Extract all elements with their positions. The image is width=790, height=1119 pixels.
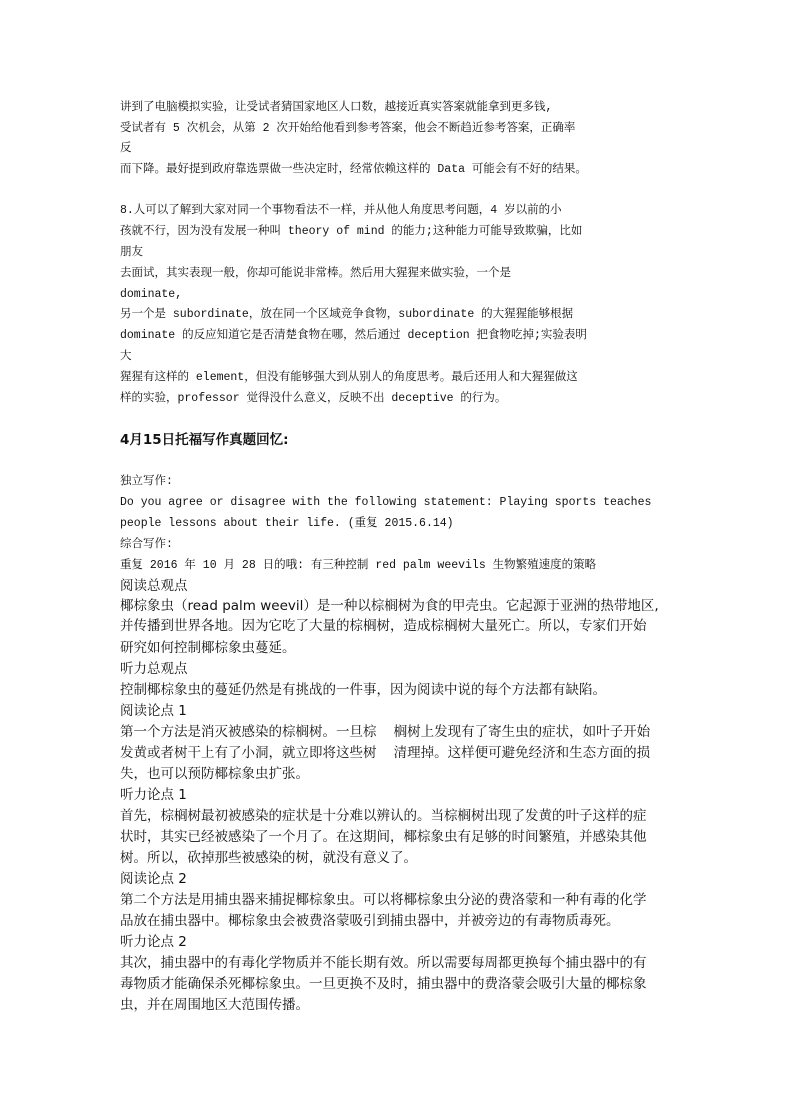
text-line: 听力论点 2 (120, 934, 187, 950)
text-line: dominate 的反应知道它是否清楚食物在哪，然后通过 deception 把食物吃掉;实验表明 (120, 329, 587, 342)
text-line: 第二个方法是用捕虫器来捕捉椰棕象虫。可以将椰棕象虫分泌的费洛蒙和一种有毒的化学 (120, 892, 647, 908)
text-line: 8.人可以了解到大家对同一个事物看法不一样，并从他人角度思考问题，4 岁以前的小 (120, 204, 562, 217)
text-line: 树。所以，砍掉那些被感染的树，就没有意义了。 (120, 850, 417, 866)
text-line: 阅读论点 1 (120, 703, 187, 719)
text-line: 反 (120, 142, 132, 155)
text-line: dominate, (120, 288, 183, 301)
text-line: 猩猩有这样的 element，但没有能够强大到从别人的角度思考。最后还用人和大猩猩做这 (120, 371, 578, 384)
text-line: 研究如何控制椰棕象虫蔓延。 (120, 640, 296, 656)
text-line: 状时，其实已经被感染了一个月了。在这期间，椰棕象虫有足够的时间繁殖，并感染其他 (120, 829, 647, 845)
text-line: 受试者有 5 次机会，从第 2 次开始给他看到参考答案，他会不断趋近参考答案，正确率 (120, 122, 576, 135)
text-line: 去面试，其实表现一般，你却可能说非常棒。然后用大猩猩来做实验，一个是 (120, 267, 511, 280)
text-line: 发黄或者树干上有了小洞，就立即将这些树 清理掉。这样便可避免经济和生态方面的损 (120, 745, 651, 761)
text-line: 首先，棕榈树最初被感染的症状是十分难以辨认的。当棕榈树出现了发黄的叶子这样的症 (120, 808, 647, 824)
text-line: 另一个是 subordinate，放在同一个区域竞争食物，subordinate 的大猩猩能够根据 (120, 308, 574, 321)
text-line: 重复 2016 年 10 月 28 日的哦: 有三种控制 red palm weevils 生物繁殖速度的策略 (120, 559, 597, 572)
text-line: 虫，并在周围地区大范围传播。 (120, 997, 309, 1013)
text-line: 听力总观点 (120, 661, 188, 677)
text-line: 综合写作: (120, 538, 173, 551)
text-line: 听力论点 1 (120, 787, 187, 803)
text-line: 毒物质才能确保杀死椰棕象虫。一旦更换不及时，捕虫器中的费洛蒙会吸引大量的椰棕象 (120, 976, 647, 992)
text-line: 而下降。最好提到政府靠选票做一些决定时，经常依赖这样的 Data 可能会有不好的结果。 (120, 163, 587, 176)
text-line: Do you agree or disagree with the following statement: Playing sports teaches (120, 496, 652, 509)
text-line: 讲到了电脑模拟实验，让受试者猜国家地区人口数，越接近真实答案就能拿到更多钱, (120, 101, 553, 114)
section-heading: 4月15日托福写作真题回忆: (120, 432, 289, 448)
text-line: 并传播到世界各地。因为它吃了大量的棕榈树，造成棕榈树大量死亡。所以，专家们开始 (120, 618, 647, 634)
text-line: 其次，捕虫器中的有毒化学物质并不能长期有效。所以需要每周都更换每个捕虫器中的有 (120, 955, 647, 971)
text-line: 朋友 (120, 246, 143, 259)
text-line: 失，也可以预防椰棕象虫扩张。 (120, 766, 309, 782)
text-line: 孩就不行，因为没有发展一种叫 theory of mind 的能力;这种能力可能导致欺骗，比如 (120, 225, 583, 238)
text-line: 阅读总观点 (120, 578, 188, 594)
text-line: 椰棕象虫（read palm weevil）是一种以棕榈树为食的甲壳虫。它起源于亚洲的热带地区, (120, 598, 659, 614)
text-line: 品放在捕虫器中。椰棕象虫会被费洛蒙吸引到捕虫器中，并被旁边的有毒物质毒死。 (120, 913, 620, 929)
text-line: 独立写作: (120, 475, 173, 488)
text-line: people lessons about their life. (重复 2015.6.14) (120, 517, 454, 530)
text-line: 阅读论点 2 (120, 871, 187, 887)
text-line: 第一个方法是消灭被感染的棕榈树。一旦棕 榈树上发现有了寄生虫的症状，如叶子开始 (120, 724, 651, 740)
text-line: 控制椰棕象虫的蔓延仍然是有挑战的一件事，因为阅读中说的每个方法都有缺陷。 (120, 682, 606, 698)
text-line: 大 (120, 350, 132, 363)
text-line: 样的实验，professor 觉得没什么意义，反映不出 deceptive 的行为。 (120, 392, 507, 405)
